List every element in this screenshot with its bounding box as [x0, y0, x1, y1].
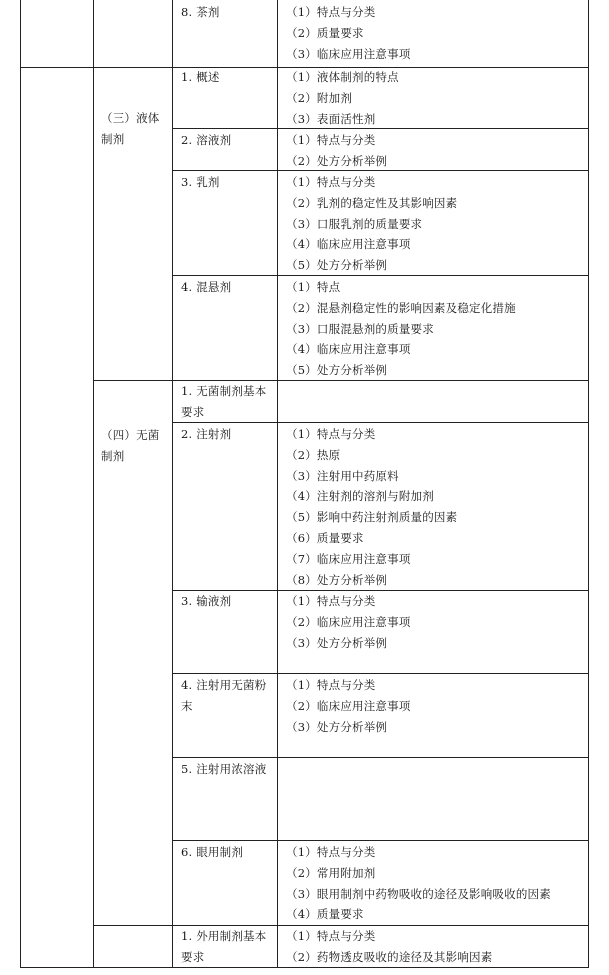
section-label-sterile: （四）无菌制剂 [101, 428, 160, 463]
point-text: （1）特点与分类 [286, 175, 376, 189]
point-text: （2）附加剂 [286, 90, 353, 105]
item-label: 8. 茶剂 [181, 5, 220, 19]
item-label: 4. 注射用无菌粉末 [181, 678, 267, 713]
point-text: （2）质量要求 [286, 25, 364, 40]
column-divider [277, 0, 278, 968]
point-text: （4）质量要求 [286, 907, 364, 922]
row-divider [172, 757, 589, 758]
point-text: （1）特点与分类 [286, 5, 376, 19]
item-label: 4. 混悬剂 [181, 280, 232, 294]
point-text: （2）混悬剂稳定性的影响因素及稳定化措施 [286, 300, 516, 315]
point-text: （4）临床应用注意事项 [286, 237, 411, 252]
item-label: 1. 概述 [181, 70, 220, 84]
item-label: 1. 无菌制剂基本要求 [181, 384, 267, 419]
point-text: （3）眼用制剂中药物吸收的途径及影响吸收的因素 [286, 886, 551, 901]
point-text: （1）特点与分类 [286, 133, 376, 147]
point-text: （3）口服混悬剂的质量要求 [286, 321, 434, 336]
point-text: （2）药物透皮吸收的途径及其影响因素 [286, 949, 493, 964]
point-text: （6）质量要求 [286, 531, 364, 545]
point-text: （1）特点与分类 [286, 845, 376, 859]
point-text: （2）常用附加剂 [286, 865, 376, 880]
column-divider [172, 0, 173, 968]
column-divider [20, 0, 21, 968]
point-text: （2）热原 [286, 447, 341, 462]
item-label: 2. 注射剂 [181, 427, 232, 441]
point-text: （2）乳剂的稳定性及其影响因素 [286, 195, 458, 210]
point-text: （5）处方分析举例 [286, 363, 388, 378]
point-text: （3）临床应用注意事项 [286, 46, 411, 61]
point-text: （1）特点 [286, 280, 341, 294]
point-text: （1）特点与分类 [286, 427, 376, 441]
point-text: （1）特点与分类 [286, 594, 376, 608]
point-text: （5）处方分析举例 [286, 258, 388, 273]
point-text: （5）影响中药注射剂质量的因素 [286, 510, 458, 525]
point-text: （1）特点与分类 [286, 678, 376, 692]
point-text: （1）特点与分类 [286, 929, 376, 943]
point-text: （1）液体制剂的特点 [286, 70, 399, 84]
point-text: （3）处方分析举例 [286, 635, 388, 650]
section-label-liquid: （三）液体制剂 [101, 111, 160, 146]
item-label: 6. 眼用制剂 [181, 845, 244, 859]
item-label: 1. 外用制剂基本要求 [181, 929, 267, 964]
point-text: （3）口服乳剂的质量要求 [286, 216, 423, 231]
row-divider [172, 673, 589, 674]
row-divider [172, 128, 589, 129]
item-label: 2. 溶液剂 [181, 133, 232, 147]
point-text: （4）临床应用注意事项 [286, 342, 411, 357]
point-text: （7）临床应用注意事项 [286, 551, 411, 566]
point-text: （4）注射剂的溶剂与附加剂 [286, 489, 434, 504]
point-text: （2）临床应用注意事项 [286, 698, 411, 713]
column-divider [93, 0, 94, 968]
item-label: 3. 输液剂 [181, 594, 232, 608]
column-divider [588, 0, 589, 968]
point-text: （3）表面活性剂 [286, 111, 376, 126]
row-divider [172, 840, 589, 841]
point-text: （2）临床应用注意事项 [286, 614, 411, 629]
point-text: （3）处方分析举例 [286, 719, 388, 734]
item-label: 5. 注射用浓溶液 [181, 762, 267, 776]
point-text: （3）注射用中药原料 [286, 468, 399, 483]
item-label: 3. 乳剂 [181, 175, 220, 189]
point-text: （2）处方分析举例 [286, 153, 388, 168]
point-text: （8）处方分析举例 [286, 572, 388, 587]
